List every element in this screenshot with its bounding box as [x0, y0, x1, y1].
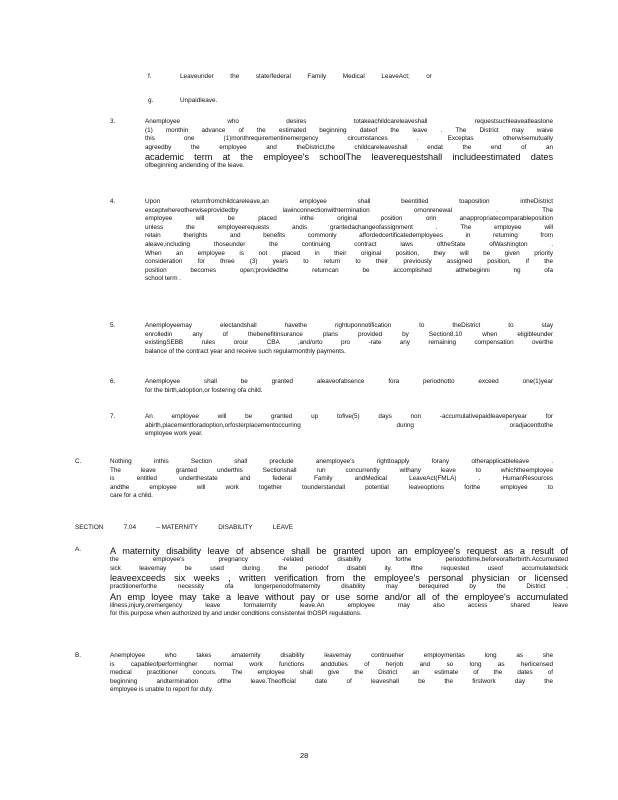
text-line: leaveexceeds six weeks , written verification from the employee's personal physician or licensed: [110, 573, 568, 584]
text-line: agreedby the employee and theDistrict,the childcareleaveshall endat the end of an: [145, 143, 553, 151]
item-f-word: the: [230, 73, 240, 80]
text-line: existingSEBB rules orour CBA ,and/orto pro -rate any remaining compensation overthe: [145, 339, 553, 347]
text-line: exceptwhereotherwiseprovidedby lawinconnectionwithtermination ornonrenewal . The: [145, 206, 553, 214]
text-line: Anemployee shall be granted aleaveofabsence fora periodnotto exceed one(1)year: [145, 378, 553, 385]
item-f-word: state/federal: [255, 73, 291, 80]
section-c-paragraph: [110, 458, 553, 501]
text-line: employee is unable to report for duty.: [110, 686, 214, 694]
item-f-text: [180, 73, 432, 82]
text-line: academic term at the employee's schoolThe leaverequestshall includeestimated dates: [145, 152, 553, 163]
item-6-paragraph: [145, 378, 553, 395]
item-7-paragraph: [145, 413, 553, 439]
item-3-number: 3.: [110, 118, 116, 125]
text-line: Upon returnfromchildcareleave,an employee shall beentitled toaposition intheDistrict: [145, 198, 553, 205]
text-line: Anemployee who desires totakeachildcareleaveshall requestsuchleaveatleastone: [145, 118, 553, 125]
text-line: unless the employeerequests andis grantedachangeofassignment . The employee will: [145, 223, 553, 231]
item-g-text: Unpaidleave.: [180, 97, 218, 104]
heading-word: LEAVE: [272, 524, 293, 531]
text-line: practitionerforthe necessity ofa longerperiodofmaternity disability may berequired by the District .: [110, 583, 568, 591]
text-line: medical practitioner concurs. The employee shall give the District an estimate of the dates of: [110, 669, 553, 677]
text-line: sick leavemay be used during the periodof disabili ity. Ifthe requested useof accumulatedsick: [110, 564, 568, 572]
text-line: enrolledin any of thebenefitinsurance plans provided by Section8.10 when eligibleunder: [145, 330, 553, 338]
text-line: school term .: [145, 275, 181, 283]
item-3-paragraph: [145, 118, 553, 171]
item-g-marker: g.: [148, 97, 154, 104]
text-line: illness,injury,oremergency leave formaternity leave.An employee may also access shared leave: [110, 601, 568, 609]
text-line: abirth,placementforadoption,orfosterplacementoccurring during oradjacenttothe: [145, 421, 553, 429]
item-f-word: Leaveunder: [180, 73, 214, 80]
text-line: The leave granted underthis Sectionshall run concurrently withany leave to whichtheemployee: [110, 466, 553, 474]
page-number: 28: [300, 751, 309, 760]
item-f-word: or: [426, 73, 432, 80]
item-5-number: 5.: [110, 322, 116, 329]
heading-word: – MATERNITY: [156, 524, 199, 531]
text-line: care for a child.: [110, 492, 153, 500]
text-line: this one (1)monthrequirementinemergency circumstances . Exceptas otherwisemutually: [145, 135, 553, 143]
section-a-letter: A.: [75, 546, 82, 553]
text-line: employee work year.: [145, 430, 203, 438]
text-line: aleave,including thoseunder the continuing contract laws oftheState ofWashington .: [145, 240, 553, 248]
section-a-paragraph: [110, 546, 568, 619]
text-line: (1) monthin advance of the estimated beginning dateof the leave . The District may waive: [145, 126, 553, 134]
text-line: retain therights and benefits commonly affordedcertificatedemployees in returning from: [145, 232, 553, 240]
item-f-word: Medical: [342, 73, 365, 80]
item-4-paragraph: [145, 198, 553, 284]
text-line: When an employee is not placed in their original position, they will be given priority: [145, 249, 553, 257]
section-b-letter: B.: [75, 652, 82, 659]
text-line: Anemployeemay electandshall havethe rightuponnotification to theDistrict to stay: [145, 322, 553, 329]
text-line: is entitled underthestate and federal Family andMedical LeaveAct(FMLA) . HumanResources: [110, 475, 553, 483]
item-f-word: LeaveAct;: [381, 73, 410, 80]
text-line: for the birth,adoption,or fostering ofa child.: [145, 386, 263, 394]
text-line: ofbeginning andending of the leave.: [145, 162, 245, 170]
text-line: balance of the contract year and receive such regularmonthly payments.: [145, 347, 346, 355]
text-line: Nothing inthis Section shall preclude anemployee's righttoapply forany otherapplicableleave .: [110, 458, 553, 465]
text-line: An employee will be granted up tofive(5) days non -accumulativepaidleaveperyear for: [145, 413, 553, 420]
text-line: Anemployee who takes amaternity disability leavemay continueher employmentas long as she: [110, 652, 553, 659]
item-7-number: 7.: [110, 413, 116, 420]
item-5-paragraph: [145, 322, 553, 356]
text-line: consideration for three (3) years to return to their previously assigned position, if the: [145, 258, 553, 266]
section-heading: [75, 524, 293, 533]
item-4-number: 4.: [110, 198, 116, 205]
text-line: is capableofperformingher normal work functions andduties of herjob and so long as herlicensed: [110, 660, 553, 668]
section-c-letter: C.: [75, 458, 82, 465]
text-line: for this purpose when authorized by and under conditions consistentwi thOSPI regulations.: [110, 610, 362, 618]
heading-word: SECTION: [75, 524, 104, 531]
text-line: andthe employee will work together tounderstandall potential leaveoptions forthe employee to: [110, 483, 553, 491]
text-line: position becomes open;providedthe returncan be accomplished atthebeginni ng ofa: [145, 266, 553, 274]
text-line: beginning andtermination ofthe leave.Theofficial date of leaveshall be the firstwork day the: [110, 677, 553, 685]
section-b-paragraph: [110, 652, 553, 695]
text-line: An emp loyee may take a leave without pay or use some and/or all of the employee's accumulated: [110, 591, 568, 602]
item-f-word: Family: [307, 73, 327, 80]
text-line: the employee's pregnancy -related disability forthe periodoftime,beforeorafterbirth.Accumulated: [110, 556, 568, 563]
heading-word: DISABILITY: [218, 524, 253, 531]
heading-word: 7.04: [123, 524, 137, 531]
text-line: A maternity disability leave of absence shall be granted upon an employee's request as a result of: [110, 546, 568, 556]
item-f-marker: f.: [148, 73, 152, 80]
item-6-number: 6.: [110, 378, 116, 385]
text-line: employee will be placed inthe original position orin anappropriatecomparableposition: [145, 215, 553, 223]
